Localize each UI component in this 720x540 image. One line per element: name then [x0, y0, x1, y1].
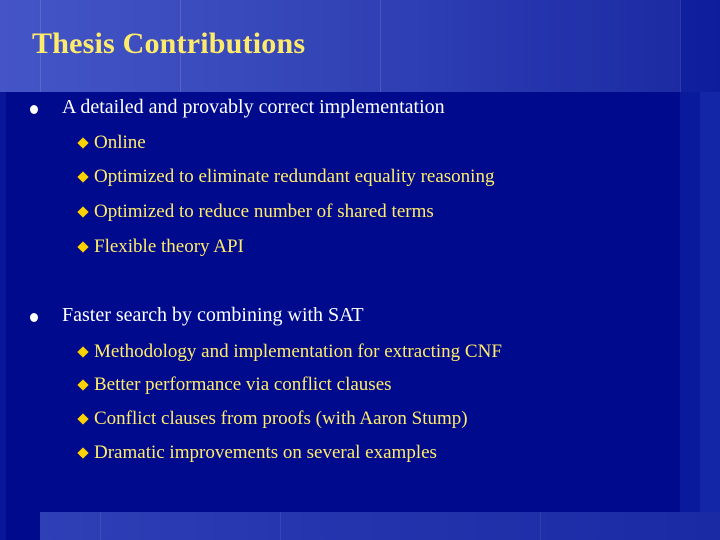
bullet-sub-text: Optimized to eliminate redundant equality reasoning	[94, 166, 495, 187]
bullet-sub-text: Better performance via conflict clauses	[94, 374, 392, 395]
bullet-sub-text: Conflict clauses from proofs (with Aaron Stump)	[94, 408, 468, 429]
left-decor-strip	[0, 92, 6, 540]
title-band	[0, 0, 720, 92]
bottom-band-pane	[100, 512, 281, 540]
slide-title: Thesis Contributions	[32, 27, 306, 60]
title-band-pane	[380, 0, 681, 92]
circle-bullet-icon	[30, 313, 38, 322]
bullet-sub-text: Flexible theory API	[94, 236, 244, 257]
bullet-sub-text: Dramatic improvements on several examples	[94, 442, 437, 463]
bullet-sub-text: Optimized to reduce number of shared terms	[94, 201, 434, 222]
bullet-main-text: A detailed and provably correct implementation	[62, 96, 445, 118]
bullet-sub-text: Online	[94, 132, 146, 153]
bottom-decor-band	[40, 512, 720, 540]
bullet-sub-text: Methodology and implementation for extracting CNF	[94, 341, 502, 362]
circle-bullet-icon	[30, 105, 38, 114]
bottom-band-pane	[280, 512, 541, 540]
bullet-main-text: Faster search by combining with SAT	[62, 304, 364, 326]
bottom-band-pane	[40, 512, 101, 540]
